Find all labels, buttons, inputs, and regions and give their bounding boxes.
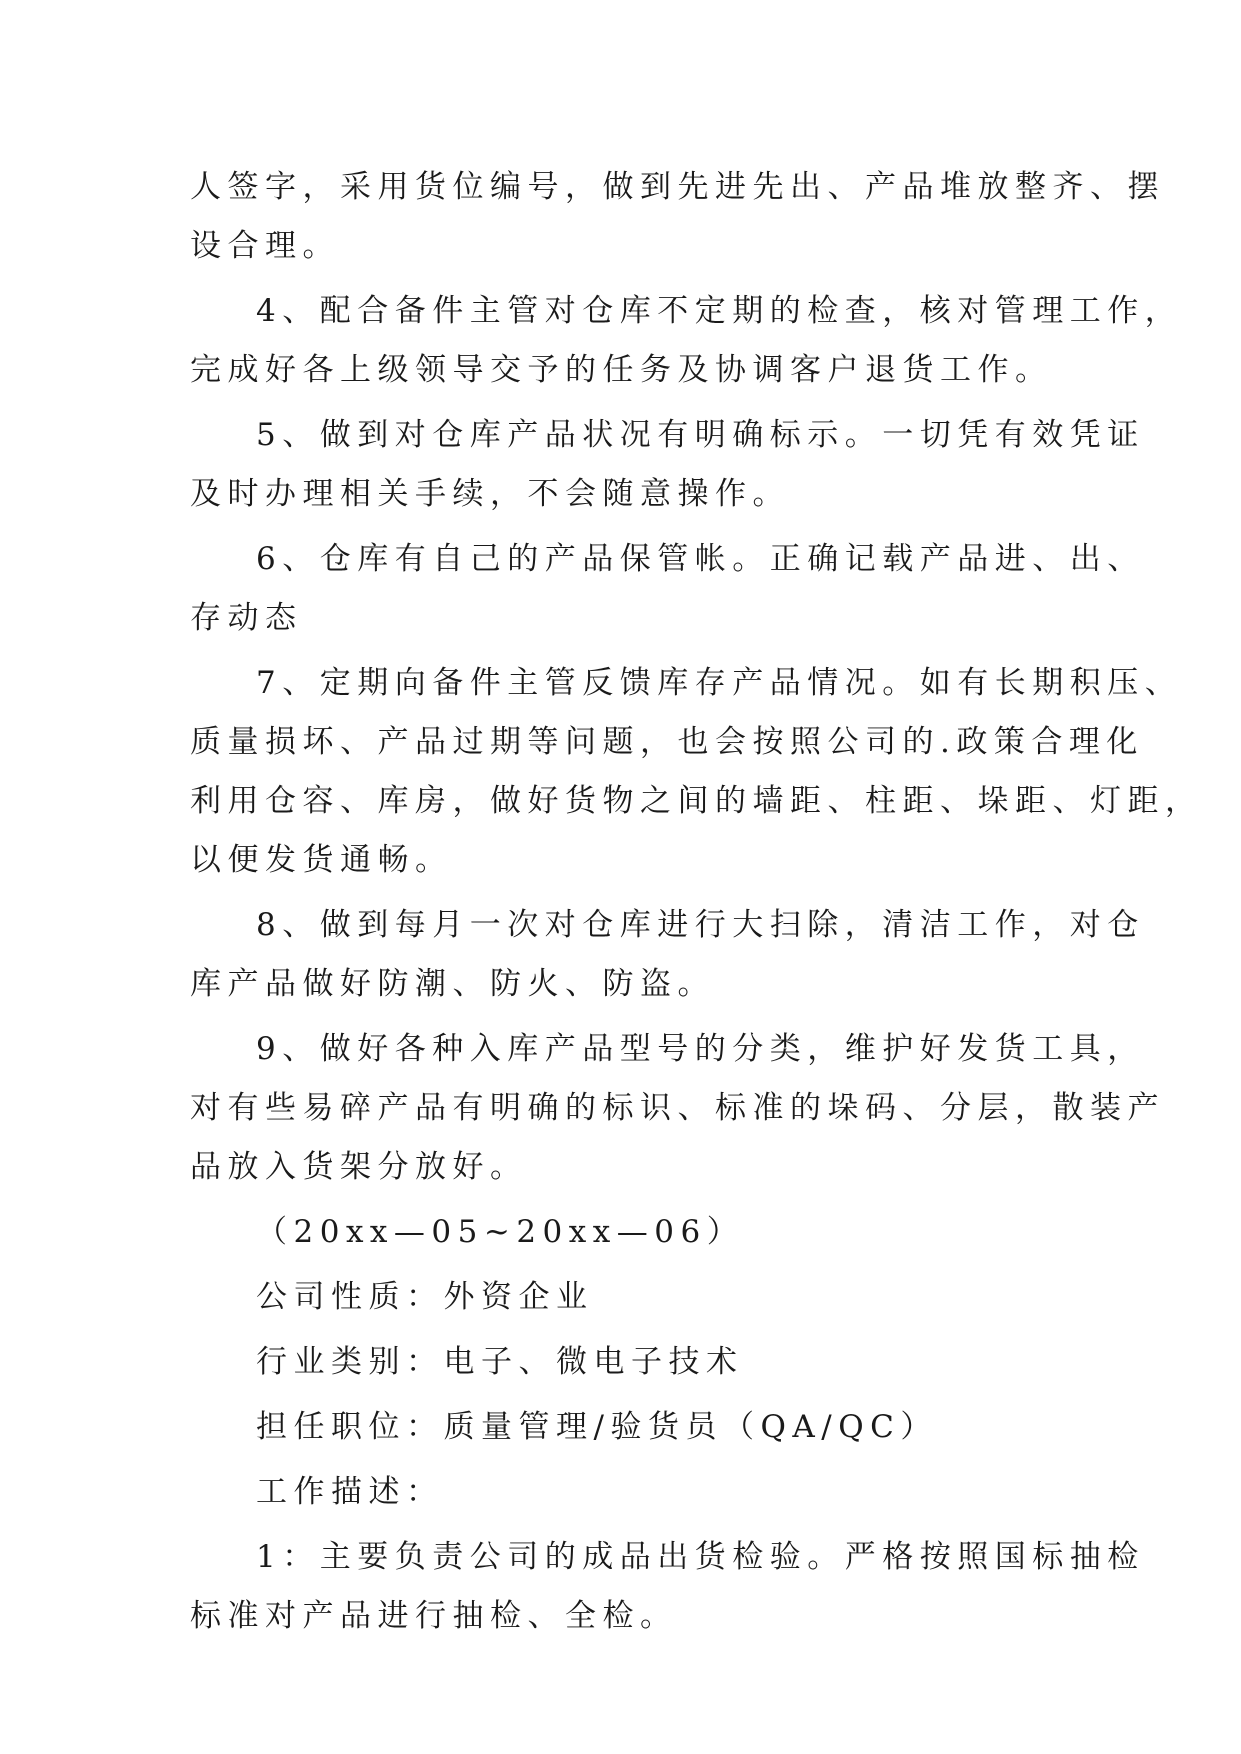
industry-category: 行业类别：电子、微电子技术 [256, 1344, 744, 1380]
text-line: 完成好各上级领导交予的任务及协调客户退货工作。 [190, 352, 1053, 388]
document-body [190, 158, 1203, 1646]
text-line: 设合理。 [190, 228, 340, 264]
list-item-5: 5、做到对仓库产品状况有明确标示。一切凭有效凭证 [256, 417, 1145, 453]
text-line: 库产品做好防潮、防火、防盗。 [190, 966, 715, 1002]
text-line: 品放入货架分放好。 [190, 1149, 528, 1185]
list-item-1: 1：主要负责公司的成品出货检验。严格按照国标抽检 [256, 1539, 1145, 1575]
job-description-heading: 工作描述： [256, 1474, 444, 1510]
text-line: 人签字，采用货位编号，做到先进先出、产品堆放整齐、摆 [190, 169, 1165, 205]
text-line: 以便发货通畅。 [190, 842, 453, 878]
date-range: （20xx—05~20xx—06） [256, 1214, 745, 1250]
text-line: 存动态 [190, 600, 303, 636]
text-line: 标准对产品进行抽检、全检。 [190, 1598, 678, 1634]
text-line: 利用仓容、库房，做好货物之间的墙距、柱距、垛距、灯距， [190, 783, 1203, 819]
job-position: 担任职位：质量管理/验货员（QA/QC） [256, 1409, 938, 1445]
list-item-9: 9、做好各种入库产品型号的分类，维护好发货工具， [256, 1031, 1145, 1067]
list-item-7: 7、定期向备件主管反馈库存产品情况。如有长期积压、 [256, 665, 1183, 701]
text-line: 及时办理相关手续，不会随意操作。 [190, 476, 790, 512]
text-line: 对有些易碎产品有明确的标识、标准的垛码、分层，散装产 [190, 1090, 1165, 1126]
company-nature: 公司性质：外资企业 [256, 1279, 594, 1315]
list-item-4: 4、配合备件主管对仓库不定期的检查，核对管理工作， [256, 293, 1183, 329]
text-line: 质量损坏、产品过期等问题，也会按照公司的.政策合理化 [190, 724, 1144, 760]
list-item-6: 6、仓库有自己的产品保管帐。正确记载产品进、出、 [256, 541, 1145, 577]
list-item-8: 8、做到每月一次对仓库进行大扫除，清洁工作，对仓 [256, 907, 1145, 943]
